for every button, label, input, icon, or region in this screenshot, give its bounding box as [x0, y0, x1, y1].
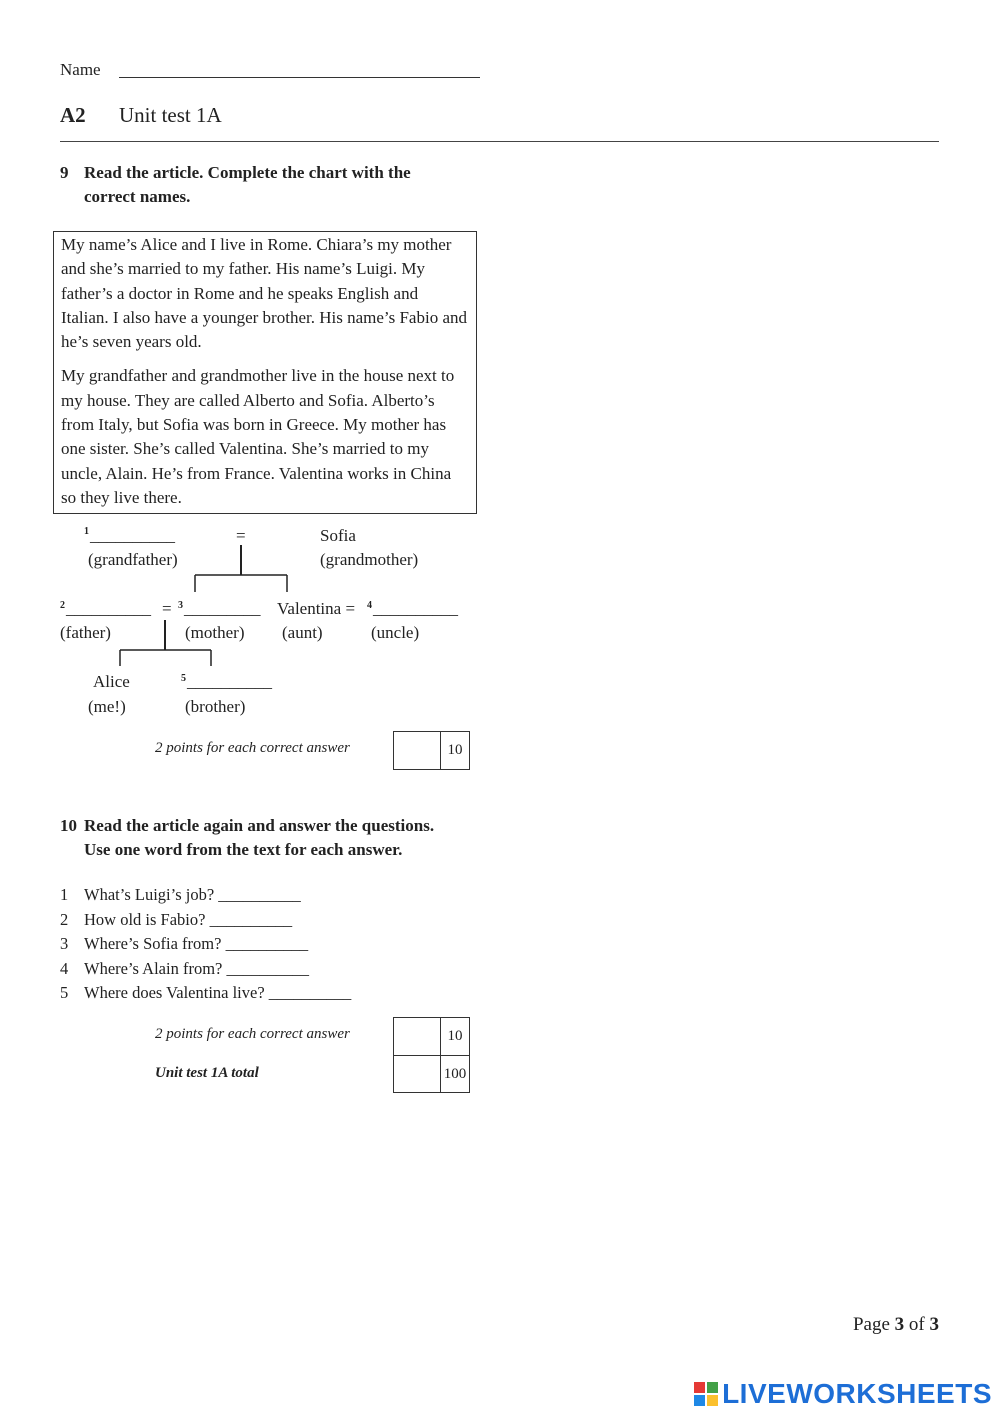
total-score-max: 100 [443, 1065, 467, 1082]
question-number: 4 [60, 958, 69, 978]
page-word: Page [852, 1314, 890, 1335]
question-list [60, 883, 351, 1006]
question-item[interactable] [60, 932, 351, 957]
exercise-10-instruction-line2: Use one word from the text for each answer. [84, 840, 403, 859]
question-text: How old is Fabio? __________ [84, 909, 293, 929]
question-item[interactable] [60, 883, 351, 908]
exercise-9-instruction-line2: correct names. [84, 187, 191, 206]
grandfather-label: (grandfather) [88, 550, 178, 569]
exercise-10-score-box [393, 1017, 470, 1056]
uncle-label: (uncle) [371, 623, 420, 642]
article-paragraph-2: My grandfather and grandmother live in the house next to my house. They are called Alberto and Sofia. Alberto’s from Italy, but Sofia was born in Greece. My mother has one sister. She’s called Valentina. She’s married to my uncle, Alain. He’s from France. Valentina works in China so they live there. [61, 366, 455, 507]
question-number: 3 [60, 934, 69, 953]
father-label: (father) [60, 623, 111, 642]
mother-label: (mother) [185, 623, 245, 642]
name-label: Name [60, 60, 101, 79]
total-score-input[interactable] [394, 1056, 441, 1092]
question-item[interactable] [60, 908, 351, 933]
alice-name: Alice [93, 672, 130, 691]
question-text: What’s Luigi’s job? __________ [84, 885, 301, 904]
page-current: 3 [894, 1314, 905, 1335]
total-label: Unit test 1A total [155, 1065, 259, 1081]
exercise-9-points-text: 2 points for each correct answer [155, 740, 350, 756]
exercise-9-score-max: 10 [447, 742, 463, 758]
uncle-answer-blank[interactable]: __________ [373, 599, 458, 618]
exercise-10-score-max: 10 [447, 1028, 463, 1044]
sofia-name: Sofia [320, 526, 356, 545]
brother-answer-blank[interactable]: __________ [187, 672, 272, 691]
exercise-10-instruction-line1: Read the article again and answer the questions. [84, 816, 435, 835]
aunt-label: (aunt) [282, 623, 323, 642]
me-label: (me!) [88, 697, 126, 716]
liveworksheets-logo[interactable] [694, 1378, 992, 1410]
mother-answer-blank[interactable]: _________ [184, 599, 261, 618]
exercise-10-number: 10 [60, 816, 77, 835]
page-total: 3 [929, 1314, 939, 1335]
question-item[interactable] [60, 957, 351, 982]
exercise-9-number: 9 [60, 163, 69, 182]
tree-number-4: 4 [367, 600, 372, 611]
exercise-10-score-input[interactable] [394, 1018, 441, 1055]
page-title: Unit test 1A [119, 103, 222, 127]
logo-grid-icon [694, 1382, 718, 1406]
parents-equals: = [162, 599, 172, 618]
tree-number-5: 5 [181, 673, 186, 684]
question-number: 2 [60, 909, 69, 929]
exercise-10-points-text: 2 points for each correct answer [155, 1026, 350, 1042]
question-text: Where does Valentina live? __________ [84, 983, 352, 1002]
level-label: A2 [60, 103, 86, 127]
total-score-box [393, 1055, 470, 1093]
article-paragraph-1: My name’s Alice and I live in Rome. Chiara’s my mother and she’s married to my father. His name’s Luigi. My father’s a doctor in Rome and he speaks English and Italian. I also have a younger brother. His name’s Fabio and he’s seven years old. [61, 235, 467, 352]
tree-number-1: 1 [84, 526, 89, 537]
exercise-9-score-box [393, 731, 470, 770]
tree-number-3: 3 [178, 600, 183, 611]
page-number [853, 1312, 939, 1338]
question-number: 1 [60, 885, 69, 904]
exercise-9-score-input[interactable] [394, 732, 441, 769]
father-answer-blank[interactable]: __________ [66, 599, 151, 618]
brother-label: (brother) [185, 697, 246, 716]
tree-number-2: 2 [60, 600, 65, 611]
valentina-name: Valentina = [277, 599, 356, 618]
question-text: Where’s Alain from? __________ [84, 958, 309, 978]
question-number: 5 [60, 983, 69, 1002]
grandmother-label: (grandmother) [320, 550, 419, 569]
logo-text: LIVEWORKSHEETS [722, 1378, 992, 1409]
grandparents-equals: = [236, 526, 246, 545]
question-text: Where’s Sofia from? __________ [84, 934, 309, 953]
page-of: of [908, 1314, 925, 1335]
grandfather-answer-blank[interactable]: __________ [90, 526, 175, 545]
question-item[interactable] [60, 981, 351, 1006]
exercise-9-instruction-line1: Read the article. Complete the chart with the [84, 163, 411, 182]
